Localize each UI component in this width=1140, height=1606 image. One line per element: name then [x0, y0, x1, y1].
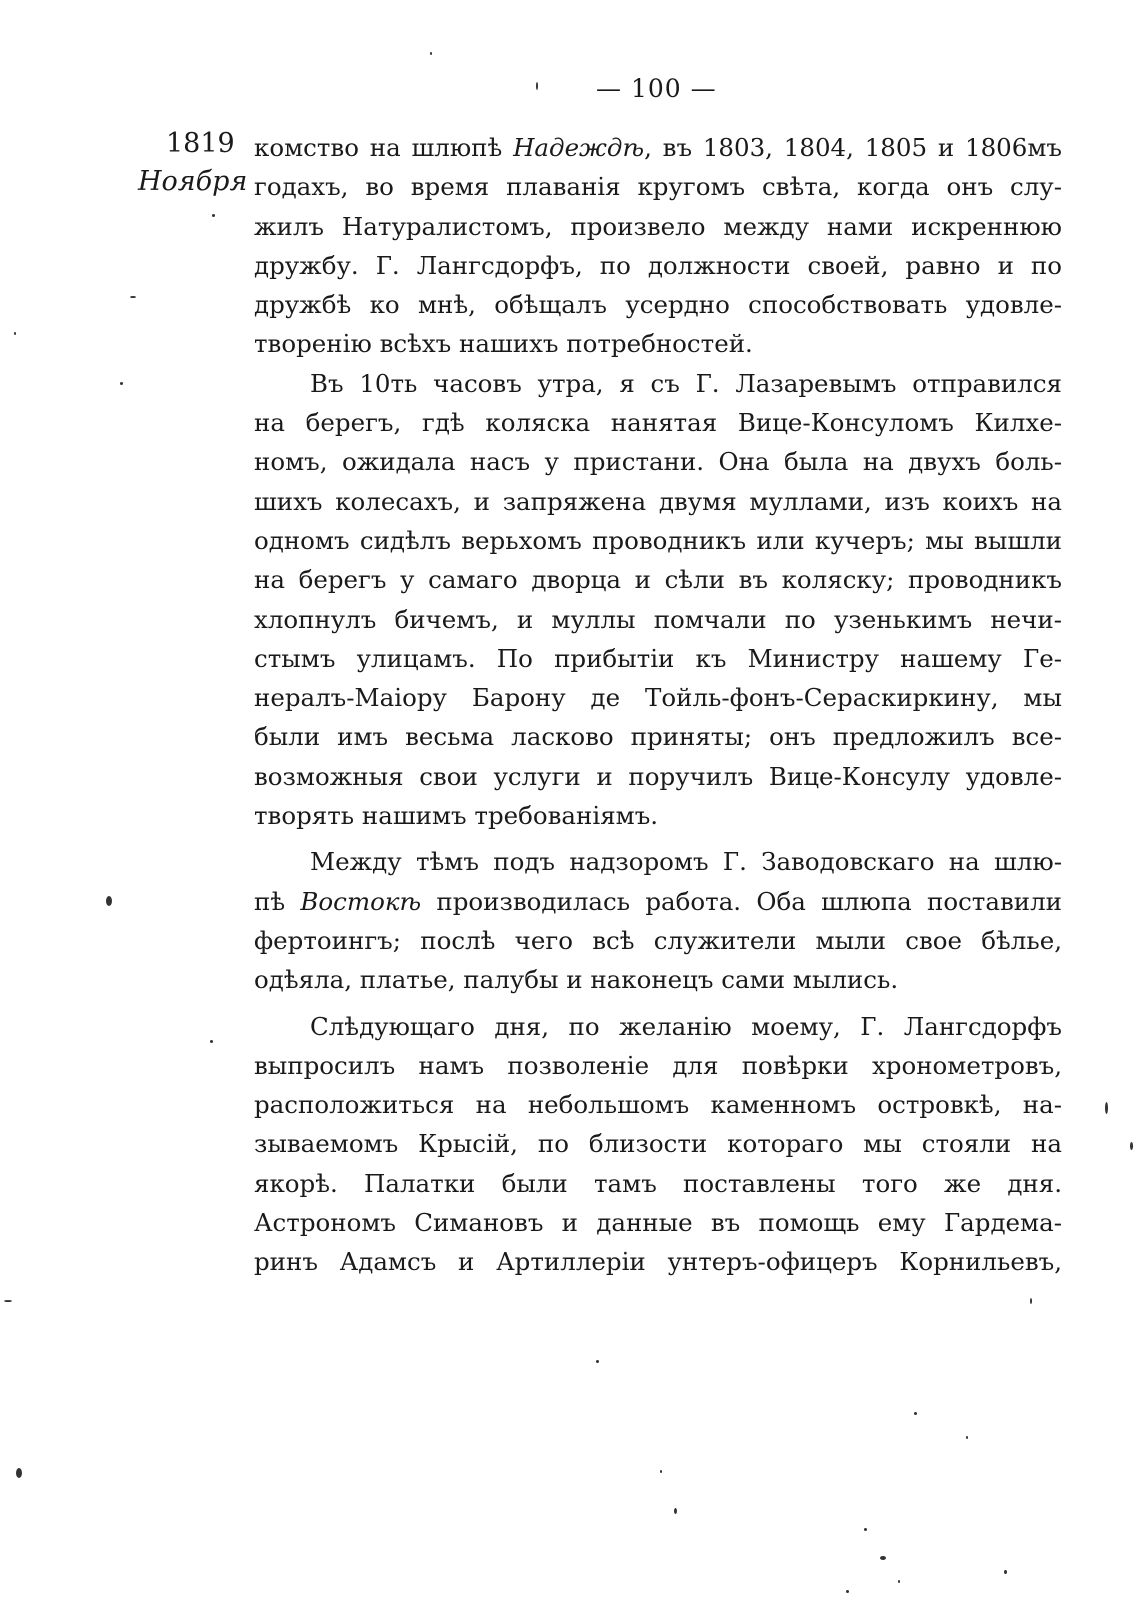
scan-speck	[898, 1580, 900, 1583]
scan-speck	[4, 1300, 12, 1302]
text-line: творять нашимъ требованіямъ.	[254, 801, 659, 831]
text-line: дружбѣ ко мнѣ, обѣщалъ усердно способствовать удовле-	[254, 290, 1062, 320]
text-line: номъ, ожидала насъ у пристани. Она была на двухъ боль-	[254, 447, 1062, 477]
margin-month: Ноября	[138, 166, 248, 197]
scan-speck	[120, 382, 123, 385]
text-segment: комство на шлюпѣ	[254, 133, 514, 162]
text-line: зываемомъ Крысій, по близости котораго мы стояли на	[254, 1129, 1062, 1159]
scan-speck	[966, 1436, 968, 1439]
text-line: годахъ, во время плаванія кругомъ свѣта, когда онъ слу-	[254, 172, 1062, 202]
text-line: возможныя свои услуги и поручилъ Вице-Консулу удовле-	[254, 761, 1062, 791]
text-line	[254, 128, 1062, 167]
scan-speck	[106, 896, 112, 906]
ship-name-vostok: Востокѣ	[300, 886, 422, 916]
text-segment: производилась работа. Оба шлюпа поставили	[421, 886, 1062, 916]
scan-speck	[880, 1556, 886, 1560]
text-line: фертоингъ; послѣ чего всѣ служители мыли свое бѣлье,	[254, 925, 1062, 955]
text-line: хлопнулъ бичемъ, и муллы помчали по узенькимъ нечи-	[254, 604, 1062, 634]
body-text	[254, 128, 1062, 1282]
page-number: — 100 —	[596, 74, 717, 103]
scan-speck	[674, 1508, 677, 1514]
scan-speck	[660, 1470, 662, 1473]
text-line: выпросилъ намъ позволеніе для повѣрки хронометровъ,	[254, 1050, 1062, 1080]
scan-speck	[536, 82, 538, 90]
text-line: якорѣ. Палатки были тамъ поставлены того же дня.	[254, 1168, 1062, 1198]
text-line: Въ 10ть часовъ утра, я съ Г. Лазаревымъ отправился	[310, 368, 1062, 398]
scan-speck	[1130, 1142, 1133, 1150]
text-line: стымъ улицамъ. По прибытіи къ Министру нашему Ге-	[254, 643, 1062, 673]
text-line: дружбу. Г. Лангсдорфъ, по должности своей, равно и по	[254, 250, 1062, 280]
margin-year: 1819	[166, 128, 235, 159]
scan-speck	[14, 332, 16, 335]
text-line: были имъ весьма ласково приняты; онъ предложилъ все-	[254, 722, 1062, 752]
scan-speck	[1004, 1570, 1007, 1574]
scan-speck	[212, 214, 215, 217]
text-line: ринъ Адамсъ и Артиллеріи унтеръ-офицеръ Корнильевъ,	[254, 1247, 1062, 1277]
text-line: одѣяла, платье, палубы и наконецъ сами мылись.	[254, 965, 899, 995]
text-line: шихъ колесахъ, и запряжена двумя муллами, изъ коихъ на	[254, 486, 1062, 516]
scan-speck	[16, 1468, 22, 1478]
text-line: Астрономъ Симановъ и данные въ помощь ему Гардема-	[254, 1208, 1062, 1238]
text-segment: , въ 1803, 1804, 1805 и 1806мъ	[644, 133, 1062, 162]
text-line: Слѣдующаго дня, по желанію моему, Г. Лангсдорфъ	[310, 1011, 1062, 1041]
text-line: на берегъ, гдѣ коляска нанятая Вице-Консуломъ Килхе-	[254, 408, 1062, 438]
text-line: творенію всѣхъ нашихъ потребностей.	[254, 329, 753, 359]
text-line: жилъ Натуралистомъ, произвело между нами искреннюю	[254, 211, 1062, 241]
scan-speck	[210, 1040, 213, 1043]
text-line: Между тѣмъ подъ надзоромъ Г. Заводовскаго на шлю-	[310, 847, 1062, 877]
scan-speck	[1030, 1298, 1032, 1304]
text-line: на берегъ у самаго дворца и сѣли въ коляску; проводникъ	[254, 565, 1062, 595]
scan-speck	[846, 1590, 849, 1593]
text-line: расположиться на небольшомъ каменномъ островкѣ, на-	[254, 1090, 1062, 1120]
scan-speck	[914, 1412, 917, 1415]
text-line	[254, 882, 1062, 921]
scan-speck	[596, 1360, 599, 1363]
text-segment: пѣ	[254, 886, 301, 916]
text-line: нералъ-Маіору Барону де Тойль-фонъ-Сераскиркину, мы	[254, 683, 1062, 713]
scan-speck	[130, 296, 136, 298]
scan-speck	[864, 1528, 867, 1531]
scan-speck	[1105, 1102, 1108, 1114]
ship-name-nadezhda: Надеждѣ	[513, 133, 645, 162]
text-line: одномъ сидѣлъ верьхомъ проводникъ или кучеръ; мы вышли	[254, 525, 1062, 555]
scan-speck	[430, 52, 432, 55]
